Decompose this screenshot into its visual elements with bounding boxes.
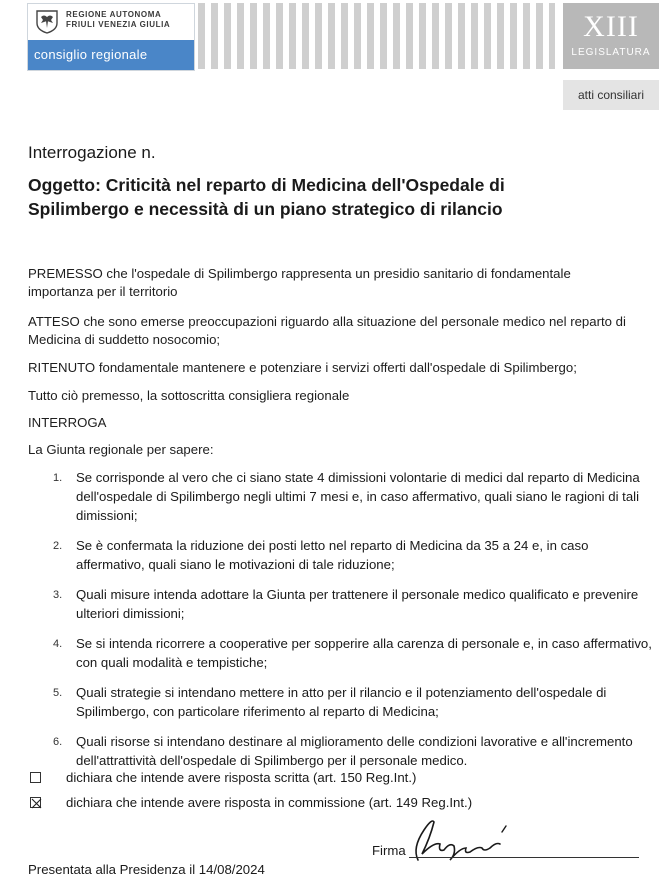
section-label: atti consiliari [563,80,659,110]
question-item [28,732,658,770]
commission-reply-checkbox[interactable] [30,797,41,808]
signature-line [409,857,639,858]
question-item [28,683,658,721]
question-list [28,468,658,781]
presentation-date: Presentata alla Presidenza il 14/08/2024 [28,862,265,877]
question-text: Quali risorse si intendano destinare al miglioramento delle condizioni lavorative e all'incremento dell'attrattività dell'ospedale di Spilimbergo per il personale medico. [76,734,633,768]
question-number: 4. [53,638,63,650]
written-reply-checkbox[interactable] [30,772,41,783]
document-header [0,0,670,112]
region-name-line1: REGIONE AUTONOMA [66,10,162,19]
question-number: 3. [53,589,63,601]
written-reply-label: dichiara che intende avere risposta scritta (art. 150 Reg.Int.) [66,770,417,785]
legislature-word: LEGISLATURA [571,47,651,58]
premesso-paragraph: PREMESSO che l'ospedale di Spilimbergo rappresenta un presidio sanitario di fondamentale importanza per il territorio [28,266,571,299]
region-name-line2: FRIULI VENEZIA GIULIA [66,20,171,29]
question-number: 6. [53,736,63,748]
council-name: consiglio regionale [28,40,194,70]
handwritten-signature [404,808,514,868]
question-number: 2. [53,540,63,552]
question-item [28,536,658,574]
tutto-paragraph: Tutto ciò premesso, la sottoscritta consigliera regionale [28,388,350,403]
eagle-crest-icon [35,8,59,34]
check-x-icon [31,798,42,809]
giunta-line: La Giunta regionale per sapere: [28,442,214,457]
question-text: Se corrisponde al vero che ci siano state 4 dimissioni volontarie di medici dal reparto di Medicina dell'ospedale di Spilimbergo negli ultimi 7 mesi e, in caso affermativo, quali siano le ragioni di tali dimissioni; [76,470,640,523]
ritenuto-paragraph: RITENUTO fondamentale mantenere e potenziare i servizi offerti dall'ospedale di Spilimbergo; [28,360,577,375]
signature-label: Firma [372,843,406,858]
question-number: 1. [53,472,63,484]
document-type: Interrogazione n. [28,143,156,162]
question-number: 5. [53,687,63,699]
interroga-heading: INTERROGA [28,415,107,430]
question-text: Se è confermata la riduzione dei posti letto nel reparto di Medicina da 35 a 24 e, in caso affermativo, quali siano le motivazioni di tale riduzione; [76,538,589,572]
document-subject: Oggetto: Criticità nel reparto di Medicina dell'Ospedale di Spilimbergo e necessità di un piano strategico di rilancio [28,175,505,219]
question-text: Quali strategie si intendano mettere in atto per il rilancio e il potenziamento dell'ospedale di Spilimbergo, con particolare riferimento al reparto di Medicina; [76,685,607,719]
question-text: Se si intenda ricorrere a cooperative per sopperire alla carenza di personale e, in caso affermativo, con quali modalità e tempistiche; [76,636,652,670]
council-logo [27,3,195,71]
question-item [28,468,658,525]
atteso-paragraph: ATTESO che sono emerse preoccupazioni riguardo alla situazione del personale medico nel reparto di Medicina di suddetto nosocomio; [28,314,626,347]
commission-reply-label: dichiara che intende avere risposta in commissione (art. 149 Reg.Int.) [66,795,473,810]
header-stripes [198,3,555,69]
question-text: Quali misure intenda adottare la Giunta per trattenere il personale medico qualificato e prevenire ulteriori dimissioni; [76,587,639,621]
legislature-badge [563,3,659,69]
question-item [28,634,658,672]
question-item [28,585,658,623]
legislature-number: XIII [583,10,639,43]
